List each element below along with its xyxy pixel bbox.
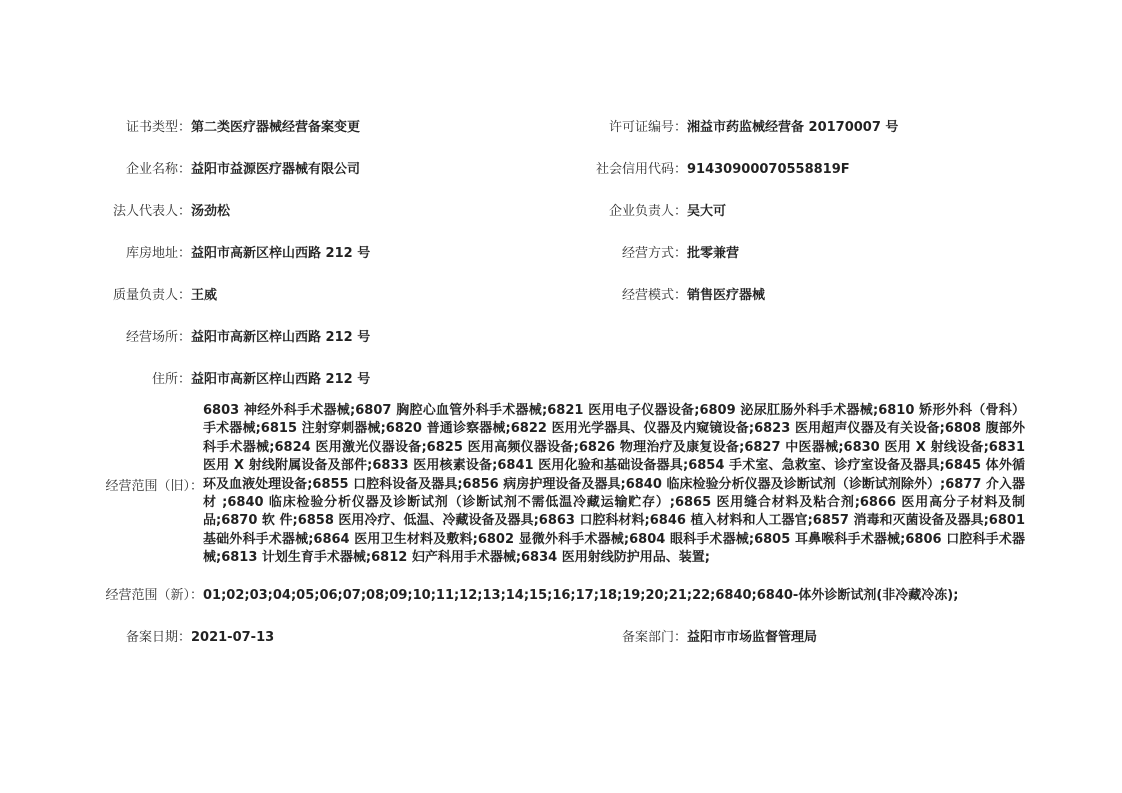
label-company-name: 企业名称： — [125, 162, 191, 177]
value-quality-head: 王威 — [191, 288, 218, 303]
label-scope-old: 经营范围（旧）： — [105, 479, 203, 495]
value-company-name: 益阳市益源医疗器械有限公司 — [191, 162, 361, 177]
value-license-no: 湘益市药监械经营备 20170007 号 — [687, 120, 899, 135]
field-scope-new — [0, 587, 958, 605]
label-warehouse-addr: 库房地址： — [125, 246, 191, 261]
value-business-mode: 销售医疗器械 — [687, 288, 766, 303]
label-license-no: 许可证编号： — [608, 120, 687, 135]
value-filing-date: 2021-07-13 — [191, 630, 275, 645]
field-credit-code — [0, 161, 850, 179]
field-company-head — [0, 203, 726, 221]
label-filing-dept: 备案部门： — [621, 630, 687, 645]
value-company-head: 吴大可 — [687, 204, 727, 219]
field-business-mode — [0, 287, 765, 305]
label-quality-head: 质量负责人： — [112, 288, 191, 303]
label-company-head: 企业负责人： — [608, 204, 687, 219]
field-filing-dept — [0, 629, 817, 647]
field-residence — [0, 371, 370, 389]
label-business-mode: 经营模式： — [621, 288, 687, 303]
field-scope-old — [0, 402, 1025, 568]
label-cert-type: 证书类型： — [125, 120, 191, 135]
value-scope-new: 01;02;03;04;05;06;07;08;09;10;11;12;13;14;15;16;17;18;19;20;21;22;6840;6840-体外诊断试剂(非冷藏冷冻); — [203, 588, 959, 603]
value-filing-dept: 益阳市市场监督管理局 — [687, 630, 818, 645]
label-scope-new: 经营范围（新）： — [105, 588, 203, 603]
field-license-no — [0, 119, 898, 137]
value-credit-code: 91430900070558819F — [687, 162, 850, 177]
label-residence: 住所： — [151, 372, 191, 387]
value-business-method: 批零兼营 — [687, 246, 740, 261]
field-business-place — [0, 329, 370, 347]
label-filing-date: 备案日期： — [125, 630, 191, 645]
value-scope-old: 6803 神经外科手术器械;6807 胸腔心血管外科手术器械;6821 医用电子仪器设备;6809 泌尿肛肠外科手术器械;6810 矫形外科（骨科）手术器械;6815 注射穿刺器械;6820 普通诊察器械;6822 医用光学器具、仪器及内窥镜设备;6823 医用超声仪器及有关设备;6808 腹部外科手术器械;6824 医用激光仪器设备;6825 医用高频仪器设备;6826 物理治疗及康复设备;6827 中医器械;6830 医用 X 射线设备;6831 医用 X 射线附属设备及部件;6833 医用核素设备;6841 医用化验和基础设备器具;6854 手术室、急救室、诊疗室设备及器具;6845 体外循环及血液处理设备;6855 口腔科设备及器具;6856 病房护理设备及器具;6840 临床检验分析仪器及诊断试剂（诊断试剂除外）;6877 介入器材 ;6840 临床检验分析仪器及诊断试剂（诊断试剂不需低温冷藏运输贮存）;6865 医用缝合材料及粘合剂;6866 医用高分子材料及制品;6870 软 件;6858 医用冷疗、低温、冷藏设备及器具;6863 口腔科材料;6846 植入材料和人工器官;6857 消毒和灭菌设备及器具;6801 基础外科手术器械;6864 医用卫生材料及敷料;6802 显微外科手术器械;6804 眼科手术器械;6805 耳鼻喉科手术器械;6806 口腔科手术器械;6813 计划生育手术器械;6812 妇产科用手术器械;6834 医用射线防护用品、装置; — [203, 403, 1025, 566]
value-residence: 益阳市高新区梓山西路 212 号 — [191, 372, 371, 387]
label-business-place: 经营场所： — [125, 330, 191, 345]
field-business-method — [0, 245, 739, 263]
value-legal-rep: 汤劲松 — [191, 204, 231, 219]
label-legal-rep: 法人代表人： — [112, 204, 191, 219]
label-business-method: 经营方式： — [621, 246, 687, 261]
label-credit-code: 社会信用代码： — [595, 162, 687, 177]
value-warehouse-addr: 益阳市高新区梓山西路 212 号 — [191, 246, 371, 261]
value-business-place: 益阳市高新区梓山西路 212 号 — [191, 330, 371, 345]
value-cert-type: 第二类医疗器械经营备案变更 — [191, 120, 361, 135]
